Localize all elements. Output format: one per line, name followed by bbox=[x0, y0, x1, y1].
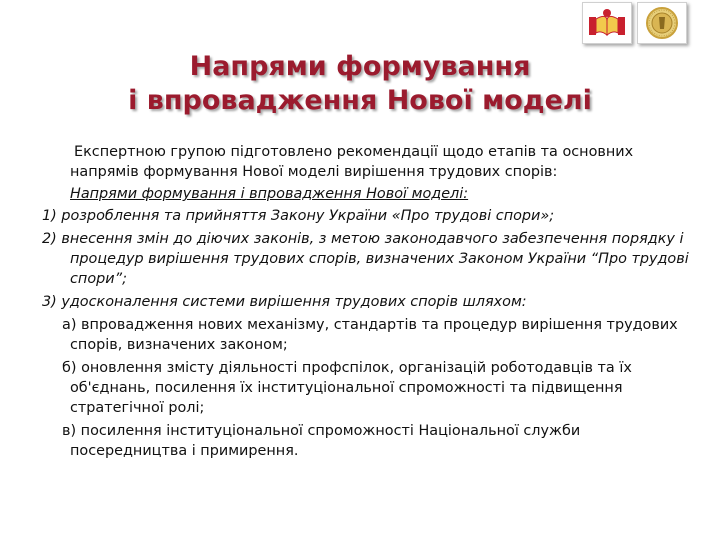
intro-paragraph: Експертною групою підготовлено рекомендації щодо етапів та основних напрямів формування Нової моделі вирішення трудових спорів: bbox=[70, 144, 634, 180]
list-item-3: 3) удосконалення системи вирішення трудових спорів шляхом: bbox=[42, 294, 527, 310]
title-line-1: Напрями формування bbox=[189, 51, 531, 82]
title-line-2: і впровадження Нової моделі bbox=[128, 85, 592, 116]
subheading: Напрями формування і впровадження Нової моделі: bbox=[70, 186, 469, 202]
book-emblem-icon bbox=[583, 3, 631, 43]
sub-item-a: а) впровадження нових механізму, стандартів та процедур вирішення трудових спорів, визначених законом; bbox=[62, 317, 678, 353]
seal-emblem-logo bbox=[637, 2, 687, 44]
seal-emblem-icon bbox=[638, 3, 686, 43]
book-emblem-logo bbox=[582, 2, 632, 44]
list-item-2: 2) внесення змін до діючих законів, з метою законодавчого забезпечення порядку і процедур вирішення трудових спорів, визначених Законом України “Про трудові спори”; bbox=[42, 231, 689, 287]
slide-title bbox=[0, 50, 720, 118]
list-item-1: 1) розроблення та прийняття Закону України «Про трудові спори»; bbox=[42, 208, 555, 224]
slide-body bbox=[42, 142, 692, 461]
sub-item-c: в) посилення інституціональної спроможності Національної служби посередництва і примирення. bbox=[62, 423, 581, 459]
sub-item-b: б) оновлення змісту діяльності профспілок, організацій роботодавців та їх об'єднань, посилення їх інституціональної спроможності та підвищення стратегічної ролі; bbox=[62, 360, 632, 416]
